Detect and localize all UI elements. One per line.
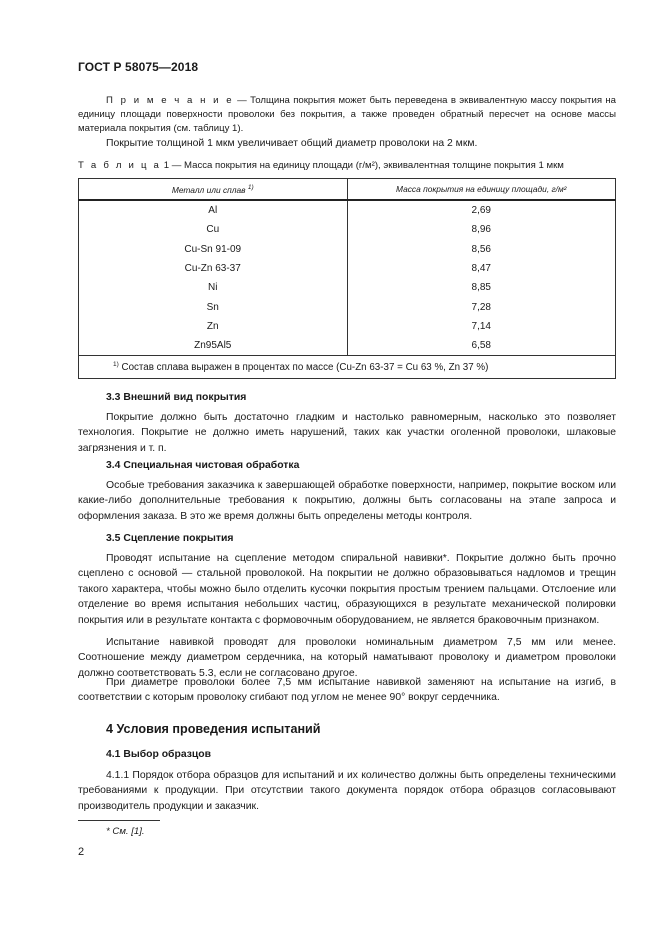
table-row [79,240,616,259]
cell-mass: 8,85 [347,278,616,297]
section-4-1-1-text: 4.1.1 Порядок отбора образцов для испытаний и их количество должны быть определены техническими требованиями к продукции. При отсутствии такого документа порядок отбора образцов согласовывают производитель продукции и заказчик. [78,770,616,812]
table-footnote-row [79,356,616,379]
cell-mass: 8,47 [347,259,616,278]
table-row [79,278,616,297]
cell-mass: 2,69 [347,200,616,220]
section-3-3-heading: 3.3 Внешний вид покрытия [106,392,247,403]
page-number: 2 [78,846,85,858]
section-3-5-paragraph-3: При диаметре проволоки более 7,5 мм испытание навивкой заменяют на испытание на изгиб, в соответствии с которым проволоку сгибают под углом не менее 90° вокруг сердечника. [78,677,616,704]
cell-mass: 7,28 [347,297,616,316]
cell-metal: Cu-Sn 91-09 [79,240,348,259]
section-4-1-heading: 4.1 Выбор образцов [106,749,212,760]
section-3-5-heading: 3.5 Сцепление покрытия [106,533,234,544]
table-row [79,220,616,239]
table-footnote: $^{1)}$ Состав сплава выражен в процентах по массе (Cu-Zn 63-37 = Cu 63 %, Zn 37 %) [79,356,616,379]
section-3-4-heading: 3.4 Специальная чистовая обработка [106,460,300,471]
paragraph-thickness: Покрытие толщиной 1 мкм увеличивает общий диаметр проволоки на 2 мкм. [106,138,478,149]
note [78,94,616,135]
note-text: — Толщина покрытия может быть переведена в эквивалентную массу покрытия на единицу площади поверхности проволоки без покрытия, а также проведен обратный пересчет на основе массы материала покрытия (см. таблицу 1). [78,95,616,134]
section-3-4-text: Особые требования заказчика к завершающей обработке поверхности, например, покрытие воском или какие-либо дополнительные требования к покрытию, должны быть согласованы на этапе запроса и оформления заказа. В это же время должны быть определены методы контроля. [78,480,616,522]
table-caption-text: 1 — Масса покрытия на единицу площади (г/м²), эквивалентная толщине покрытия 1 мкм [161,160,564,171]
page-footnote: * См. [1]. [106,826,145,837]
footnote-divider [78,820,160,821]
table-caption-label: Т а б л и ц а [78,160,162,171]
section-3-5-paragraph-1: Проводят испытание на сцепление методом спиральной навивки*. Покрытие должно быть прочно сцеплено с основой — стальной проволокой. На покрытии не должно образовываться надломов и трещин такого характера, чтобы можно было отделить кусочки покрытия простым трением пальцами. Отслоение или отделение во время испытания небольших частиц, образующихся в результате механической полировки покрытия или в результате контакта с формовочным оборудованием, не является браковочным признаком. [78,553,616,626]
document-header: ГОСТ Р 58075—2018 [78,60,199,74]
table-header-mass: Масса покрытия на единицу площади, г/м² [347,179,616,201]
table-row [79,259,616,278]
footnote-marker: 1) [113,361,119,369]
cell-metal: Cu-Zn 63-37 [79,259,348,278]
coating-mass-table [78,178,616,379]
table-header-row [79,179,616,201]
cell-metal: Zn95Al5 [79,336,348,356]
cell-mass: 8,96 [347,220,616,239]
table-caption [78,160,638,171]
cell-metal: Ni [79,278,348,297]
section-4-heading: 4 Условия проведения испытаний [106,722,321,736]
cell-mass: 8,56 [347,240,616,259]
cell-metal: Al [79,200,348,220]
cell-mass: 7,14 [347,317,616,336]
note-label: П р и м е ч а н и е [106,95,234,106]
cell-metal: Cu [79,220,348,239]
section-3-3-text: Покрытие должно быть достаточно гладким и настолько равномерным, насколько это позволяет технология. Покрытие не должно иметь нарушений, таких как участки оголенной проволоки, шлаковые загрязнения и т. п. [78,412,616,454]
cell-metal: Zn [79,317,348,336]
cell-mass: 6,58 [347,336,616,356]
table-row [79,200,616,220]
table-header-metal: Металл или сплав $^{1)}$ [79,179,348,201]
section-3-5-paragraph-2: Испытание навивкой проводят для проволоки номинальным диаметром 7,5 мм или менее. Соотношение между диаметром сердечника, на который наматывают проволоку и диаметром проволоки должно соответствовать 5.3, если не согласовано другое. [78,637,616,679]
table-row [79,297,616,316]
cell-metal: Sn [79,297,348,316]
table-row [79,317,616,336]
footnote-ref: 1) [247,183,254,191]
table-row [79,336,616,356]
